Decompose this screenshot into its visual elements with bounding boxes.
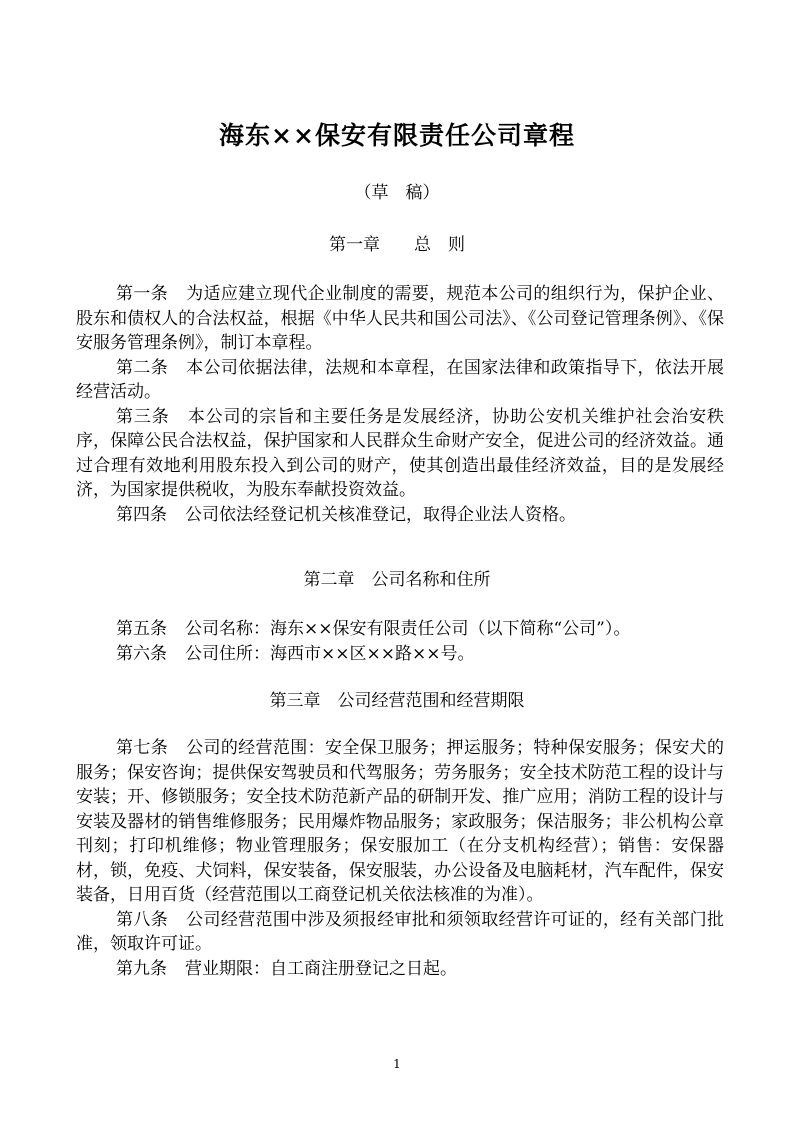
article-text: 本公司的宗旨和主要任务是发展经济，协助公安机关维护社会治安秩序，保障公民合法权益，保护国家和人民群众生命财产安全，促进公司的经济效益。通过合理有效地利用股东投入到公司的财产，使其创造出最佳经济效益，目的是发展经济，为国家提供税收，为股东奉献投资效益。 (76, 406, 724, 500)
article-text: 为适应建立现代企业制度的需要，规范本公司的组织行为，保护企业、股东和债权人的合法权益，根据《中华人民共和国公司法》、《公司登记管理条例》、《保安服务管理条例》，制订本章程。 (76, 284, 725, 353)
article-text: 公司名称：海东××保安有限责任公司（以下简称“公司”）。 (185, 619, 631, 639)
article-text: 本公司依据法律，法规和本章程，在国家法律和政策指导下，依法开展经营活动。 (76, 357, 725, 402)
article-label: 第二条 (116, 357, 169, 378)
article-2 (76, 356, 724, 405)
article-8 (76, 908, 724, 957)
article-6 (76, 642, 724, 667)
chapter-heading-1: 第一章 总 则 (329, 235, 465, 255)
article-7 (76, 736, 724, 908)
article-label: 第四条 (116, 504, 167, 525)
article-label: 第九条 (116, 958, 167, 979)
article-4 (76, 503, 724, 528)
article-label: 第七条 (116, 738, 169, 758)
article-label: 第六条 (116, 643, 167, 664)
document-subtitle: （草 稿） (354, 183, 440, 203)
article-label: 第八条 (116, 909, 169, 930)
article-text: 公司经营范围中涉及须报经审批和须领取经营许可证的，经有关部门批准，领取许可证。 (76, 909, 725, 954)
article-text: 公司依法经登记机关核准登记，取得企业法人资格。 (185, 504, 576, 525)
chapter-heading-3: 第三章 公司经营范围和经营期限 (269, 691, 525, 711)
article-label: 第三条 (116, 406, 170, 427)
article-text: 公司住所：海西市××区××路××号。 (185, 643, 475, 664)
page-number: 1 (393, 1057, 401, 1071)
article-3 (76, 405, 724, 503)
article-5 (76, 617, 724, 642)
chapter-1-articles (76, 282, 724, 527)
article-text: 公司的经营范围：安全保卫服务；押运服务；特种保安服务；保安犬的服务；保安咨询；提供保安驾驶员和代驾服务；劳务服务；安全技术防范工程的设计与安装；开、修锁服务；安全技术防范新产品的研制开发、推广应用；消防工程的设计与安装及器材的销售维修服务；民用爆炸物品服务；家政服务；保洁服务；非公机构公章刊刻；打印机维修；物业管理服务；保安服加工（在分支机构经营）；销售：安保器材，锁，免疫、犬饲料，保安装备，保安服装，办公设备及电脑耗材，汽车配件，保安装备，日用百货（经营范围以工商登记机关依法核准的为准）。 (76, 738, 725, 905)
chapter-3-articles (76, 736, 724, 981)
article-9 (76, 957, 724, 982)
article-label: 第一条 (116, 284, 169, 304)
document-title: 海东××保安有限责任公司章程 (219, 121, 575, 150)
article-1 (76, 282, 724, 356)
chapter-heading-2: 第二章 公司名称和住所 (303, 570, 491, 590)
article-label: 第五条 (116, 619, 167, 639)
article-text: 营业期限：自工商注册登记之日起。 (185, 958, 457, 979)
chapter-2-articles (76, 617, 724, 666)
